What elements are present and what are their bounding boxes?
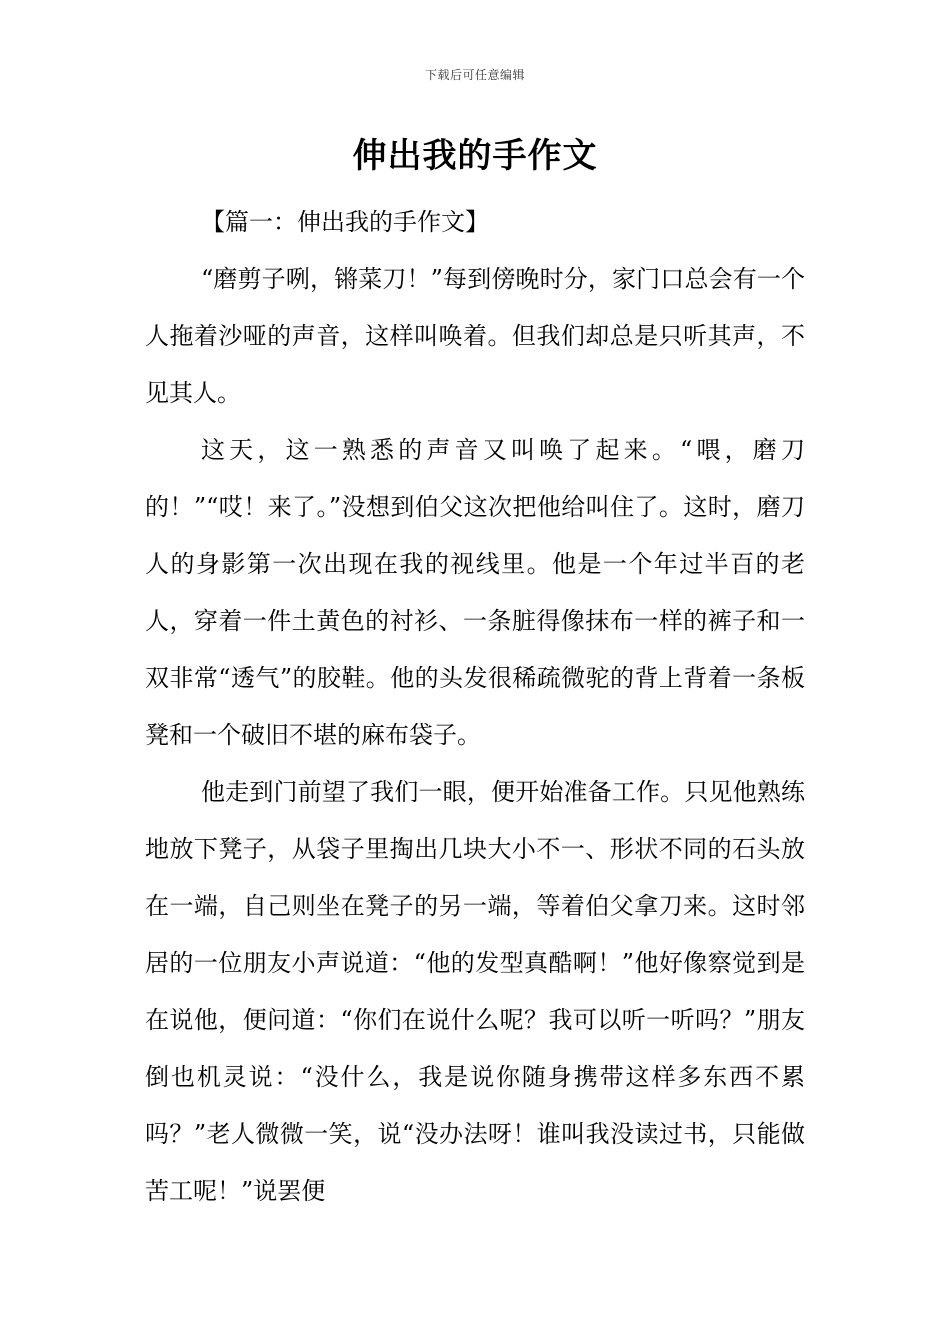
document-body xyxy=(145,194,805,1220)
section-heading: 【篇一：伸出我的手作文】 xyxy=(201,208,489,236)
paragraph-3: 他走到门前望了我们一眼，便开始准备工作。只见他熟练地放下凳子，从袋子里掏出几块大小不一、形状不同的石头放在一端，自己则坐在凳子的另一端，等着伯父拿刀来。这时邻居的一位朋友小声说道：“他的发型真酷啊！”他好像察觉到是在说他，便问道：“你们在说什么呢？我可以听一听吗？”朋友倒也机灵说：“没什么，我是说你随身携带这样多东西不累吗？”老人微微一笑，说“没办法呀！谁叫我没读过书，只能做苦工呢！”说罢便 xyxy=(145,778,805,1205)
document-title: 伸出我的手作文 xyxy=(352,136,598,176)
page-header-note: 下载后可任意编辑 xyxy=(424,68,525,82)
paragraph-2: 这天，这一熟悉的声音又叫唤了起来。“喂，磨刀的！”“哎！来了。”没想到伯父这次把他给叫住了。这时，磨刀人的身影第一次出现在我的视线里。他是一个年过半百的老人，穿着一件土黄色的衬衫、一条脏得像抹布一样的裤子和一双非常“透气”的胶鞋。他的头发很稀疏微驼的背上背着一条板凳和一个破旧不堪的麻布袋子。 xyxy=(145,436,805,749)
paragraph-1: “磨剪子咧，锵菜刀！”每到傍晚时分，家门口总会有一个人拖着沙哑的声音，这样叫唤着。但我们却总是只听其声，不见其人。 xyxy=(145,265,805,407)
